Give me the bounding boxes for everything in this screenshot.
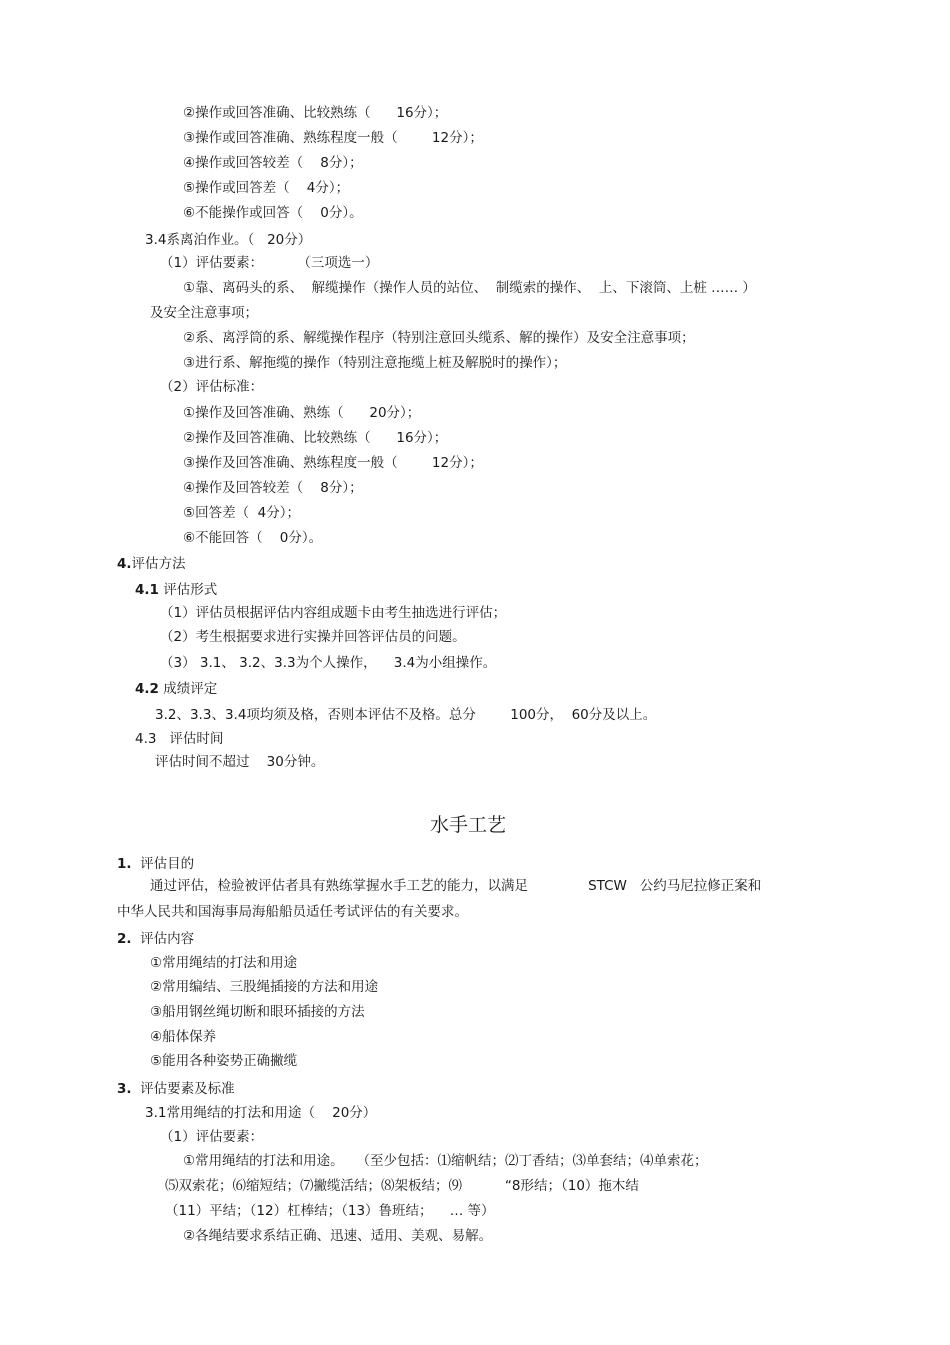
section-heading <box>117 930 194 948</box>
text-line: ②操作或回答准确、比较熟练（ 16分）； <box>183 105 448 121</box>
text-line: 3.2、3.3、3.4项均须及格，否则本评估不及格。总分 100分， 60分及以上。 <box>155 707 657 723</box>
section-heading: 3.4系离泊作业。（ 20分） <box>145 232 312 248</box>
text-line: ⑤操作或回答差（ 4分）； <box>183 180 350 196</box>
text-line: （11）平结；（12）杠棒结；（13）鲁班结； … 等） <box>165 1203 495 1219</box>
text-line: （2）评估标准： <box>160 379 264 395</box>
section-title: 评估内容 <box>131 931 195 947</box>
section-number: 3. <box>117 1081 132 1097</box>
text-line: 及安全注意事项； <box>150 305 258 321</box>
text-line: ⑸双索花；⑹缩短结；⑺撇缆活结；⑻架板结；⑼ “8形结；（10）拖木结 <box>165 1178 639 1194</box>
subsection-heading: 3.1常用绳结的打法和用途（ 20分） <box>145 1105 377 1121</box>
text-line: ⑤回答差（ 4分）； <box>183 505 301 521</box>
page-title: 水手工艺 <box>430 814 507 836</box>
text-line: 评估时间不超过 30分钟。 <box>155 754 325 770</box>
section-title: 评估要素及标准 <box>131 1081 235 1097</box>
text-line: （3） 3.1、 3.2、3.3为个人操作， 3.4为小组操作。 <box>160 655 497 671</box>
text-line: ①操作及回答准确、熟练（ 20分）； <box>183 405 421 421</box>
section-title: 成绩评定 <box>158 681 218 697</box>
list-item: ③船用钢丝绳切断和眼环插接的方法 <box>150 1004 365 1020</box>
section-number: 2. <box>117 931 132 947</box>
text-line: ⑥不能回答（ 0分）。 <box>183 530 323 546</box>
section-heading <box>117 555 186 573</box>
subsection-heading <box>135 680 217 698</box>
section-title: 评估方法 <box>131 556 186 572</box>
text-line: ⑥不能操作或回答（ 0分）。 <box>183 205 363 221</box>
list-item: ④船体保养 <box>150 1029 217 1045</box>
text-line: ③进行系、解拖缆的操作（特别注意拖缆上桩及解脱时的操作）； <box>183 355 567 371</box>
text-line: （2）考生根据要求进行实操并回答评估员的问题。 <box>160 629 466 645</box>
section-heading <box>117 855 194 873</box>
subsection-heading <box>135 581 217 599</box>
text-line: ②各绳结要求系结正确、迅速、适用、美观、易解。 <box>183 1228 493 1244</box>
text-line: ④操作或回答较差（ 8分）； <box>183 155 363 171</box>
text-line: ①常用绳结的打法和用途。 （至少包括：⑴缩帆结；⑵丁香结；⑶单套结；⑷单索花； <box>183 1153 708 1169</box>
subsection-heading: 4.3 评估时间 <box>135 731 224 747</box>
section-number: 1. <box>117 856 132 872</box>
list-item: ⑤能用各种姿势正确撇缆 <box>150 1053 298 1069</box>
text-line: ②系、离浮筒的系、解缆操作程序（特别注意回头缆系、解的操作）及安全注意事项； <box>183 330 695 346</box>
text-line: （1）评估员根据评估内容组成题卡由考生抽选进行评估； <box>160 605 507 621</box>
text-line: ④操作及回答较差（ 8分）； <box>183 480 363 496</box>
section-heading <box>117 1080 235 1098</box>
section-number: 4.1 <box>135 582 159 598</box>
section-title: 评估形式 <box>158 582 218 598</box>
text-line: （1）评估要素： （三项选一） <box>160 255 379 271</box>
section-number: 4. <box>117 556 132 572</box>
list-item: ①常用绳结的打法和用途 <box>150 955 298 971</box>
section-number: 4.2 <box>135 681 159 697</box>
section-title: 评估目的 <box>131 856 195 872</box>
text-line: 中华人民共和国海事局海船船员适任考试评估的有关要求。 <box>117 904 468 920</box>
text-line: 通过评估，检验被评估者具有熟练掌握水手工艺的能力，以满足 STCW 公约马尼拉修正案和 <box>150 878 762 894</box>
text-line: ③操作或回答准确、熟练程度一般（ 12分）； <box>183 130 483 146</box>
text-line: ②操作及回答准确、比较熟练（ 16分）； <box>183 430 448 446</box>
text-line: ①靠、离码头的系、 解缆操作（操作人员的站位、 制缆索的操作、 上、下滚筒、上桩 …… ） <box>183 280 756 296</box>
text-line: ③操作及回答准确、熟练程度一般（ 12分）； <box>183 455 483 471</box>
list-item: ②常用编结、三股绳插接的方法和用途 <box>150 979 379 995</box>
text-line: （1）评估要素： <box>160 1129 264 1145</box>
